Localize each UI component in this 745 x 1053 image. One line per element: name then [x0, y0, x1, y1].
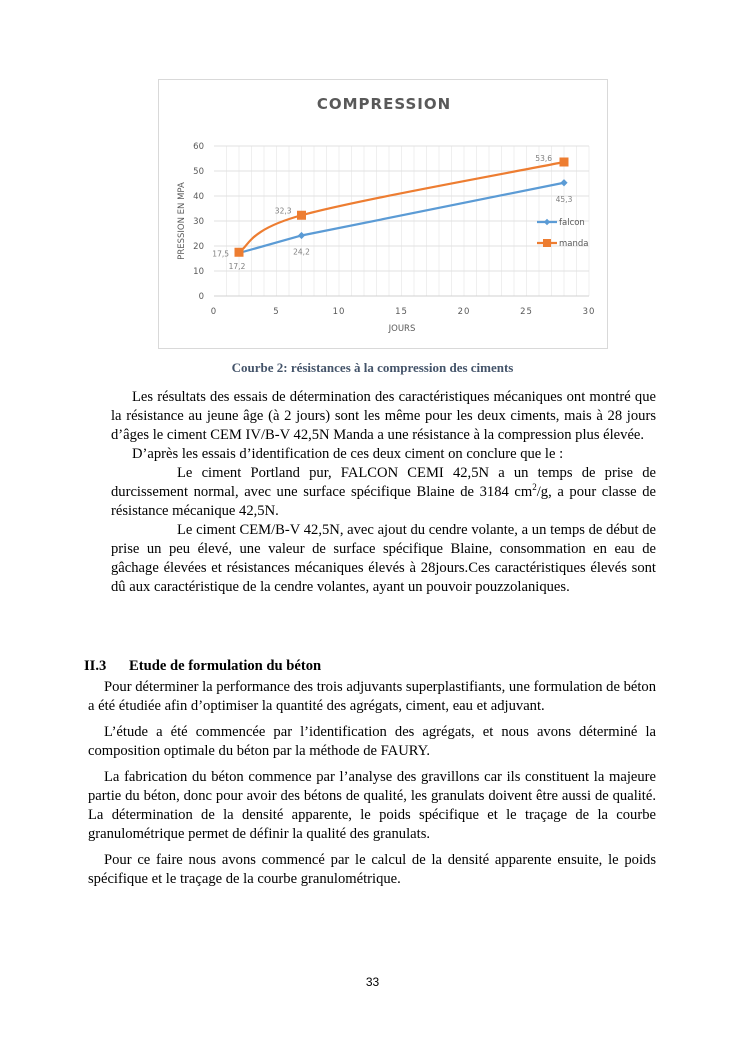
x-tick-label: 5: [273, 307, 280, 317]
y-tick-label: 0: [198, 292, 204, 302]
falcon-text-end: /g, a pour classe de résistance mécanique 42,5N.: [111, 484, 657, 519]
y-tick-label: 60: [193, 142, 204, 152]
section-title: Etude de formulation du béton: [129, 658, 322, 674]
falcon-text-start: Le ciment Portland pur, FALCON CEMI 42,5N a un temps de prise de durcissement normal, avec une surface spécifique Blaine de 3184 cm: [111, 465, 656, 500]
paragraph: Pour ce faire nous avons commencé par le calcul de la densité apparente ensuite, le poids spécifique et le traçage de la courbe granulométrique.: [88, 852, 656, 887]
paragraph: Pour déterminer la performance des trois adjuvants superplastifiants, une formulation de béton a été étudiée afin d’optimiser la quantité des agrégats, ciment, eau et adjuvant.: [88, 679, 656, 714]
paragraph-results: Les résultats des essais de détermination des caractéristiques mécaniques ont montré que la résistance au jeune âge (à 2 jours) sont les même pour les deux ciments, mais à 28 jours d’âges le ciment CEM IV/B-V 42,5N Manda a une résistance à la compression plus élevée.: [111, 389, 656, 443]
paragraph-manda: Le ciment CEM/B-V 42,5N, avec ajout du cendre volante, a un temps de début de prise un peu élevé, une valeur de surface spécifique Blaine, consommation en eau de gâchage élevées et résistances mécaniques élevés à 28jours.Ces caractéristiques élevés sont dû aux caractéristique de la cendre volantes, ayant un pouvoir pouzzolaniques.: [111, 522, 656, 595]
data-label-manda: 53,6: [535, 154, 552, 163]
legend-marker-falcon: [544, 219, 550, 225]
legend-marker-manda: [543, 239, 551, 247]
compression-chart: [158, 79, 608, 349]
paragraph-falcon: [111, 464, 656, 521]
results-text-block: [111, 388, 656, 597]
marker-falcon: [298, 232, 305, 239]
data-label-falcon: 17,2: [228, 262, 246, 271]
chart-svg: [159, 80, 609, 350]
data-label-falcon: 24,2: [293, 247, 310, 257]
y-tick-label: 10: [193, 267, 204, 277]
x-axis-title: JOURS: [388, 324, 416, 334]
x-tick-label: 20: [457, 307, 471, 317]
data-label-manda: 32,3: [274, 206, 292, 216]
marker-manda: [297, 211, 306, 220]
y-tick-label: 30: [193, 217, 204, 227]
superscript: 2: [532, 482, 537, 493]
marker-manda: [235, 248, 244, 257]
figure-caption: Courbe 2: résistances à la compression des ciments: [231, 360, 514, 375]
marker-manda: [560, 158, 569, 167]
section-number: II.3: [84, 658, 107, 674]
chart-title: COMPRESSION: [316, 95, 452, 113]
legend-label-manda: manda: [559, 239, 589, 249]
y-tick-label: 50: [193, 167, 204, 177]
x-tick-label: 30: [582, 307, 596, 317]
data-label-falcon: 45,3: [555, 194, 573, 204]
data-label-manda: 17,5: [212, 249, 229, 259]
y-axis-title: PRESSION EN MPA: [177, 182, 187, 260]
page-number: 33: [365, 975, 380, 989]
x-tick-label: 10: [332, 307, 346, 317]
section-heading: [84, 658, 321, 675]
paragraph: La fabrication du béton commence par l’analyse des gravillons car ils constituent la majeure partie du béton, donc pour avoir des bétons de qualité, les granulats doivent être aussi de qualité. La détermination de la densité apparente, le poids spécifique et le traçage de la courbe granulométrique permet de définir la qualité des granulats.: [88, 769, 656, 842]
legend-label-falcon: falcon: [559, 218, 585, 228]
marker-falcon: [560, 179, 567, 186]
x-tick-label: 0: [210, 307, 218, 317]
y-tick-label: 40: [193, 192, 204, 202]
y-tick-label: 20: [193, 242, 204, 252]
legend: [537, 218, 588, 249]
x-tick-label: 15: [395, 307, 408, 317]
paragraph: L’étude a été commencée par l’identification des agrégats, et nous avons déterminé la composition optimale du béton par la méthode de FAURY.: [88, 724, 656, 759]
formulation-text-block: [88, 678, 656, 896]
x-tick-label: 25: [520, 307, 533, 317]
paragraph-conclusion-intro: D’après les essais d’identification de ces deux ciment on conclure que le :: [132, 446, 564, 462]
